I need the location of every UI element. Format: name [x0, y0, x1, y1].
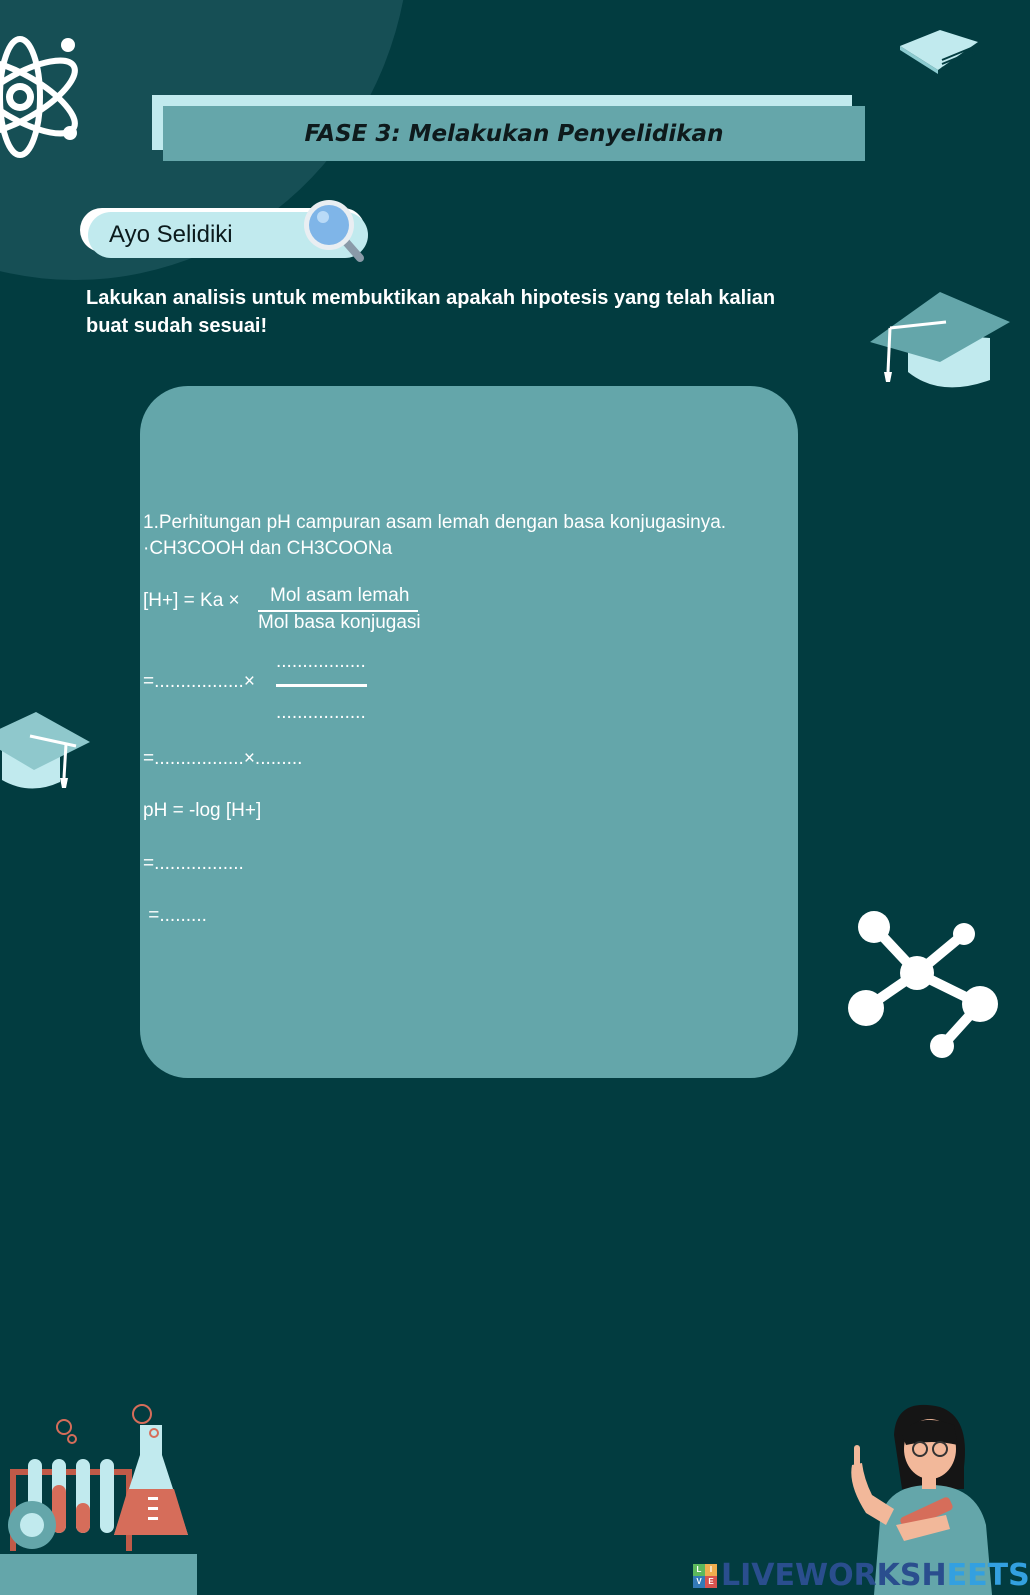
step1-denominator-blank[interactable]: ................. [276, 702, 366, 723]
liveworksheets-logo-icon [693, 1564, 717, 1588]
step3-blank[interactable]: =................. [143, 853, 244, 874]
logo-letter: L [693, 1564, 705, 1576]
graduation-cap-icon [0, 712, 90, 797]
logo-letter: V [693, 1576, 705, 1588]
molecule-icon [844, 910, 1000, 1066]
section-label: Ayo Selidiki [109, 221, 233, 248]
worksheet-card [140, 386, 798, 1078]
graduation-cap-icon [870, 292, 1000, 392]
step1-numerator-blank[interactable]: ................. [276, 651, 366, 672]
lab-equipment-icon [0, 1415, 190, 1557]
book-icon [898, 28, 980, 74]
instruction-text: Lakukan analisis untuk membuktikan apakah hipotesis yang telah kalian buat sudah sesuai! [86, 287, 776, 337]
step1-lhs[interactable]: =.................× [143, 671, 255, 692]
brand-suffix: EETS [946, 1558, 1030, 1593]
formula-denominator: Mol basa konjugasi [258, 612, 421, 633]
page-title: FASE 3: Melakukan Penyelidikan [304, 120, 724, 147]
title-banner [163, 106, 865, 161]
fraction-bar [276, 684, 367, 687]
lab-table [0, 1554, 197, 1595]
liveworksheets-wordmark [721, 1558, 1030, 1593]
compounds-text: ·CH3COOH dan CH3COONa [143, 538, 393, 559]
atom-icon [0, 35, 100, 160]
brand-prefix: LIVEWORKSH [721, 1558, 947, 1593]
formula-numerator: Mol asam lemah [270, 585, 410, 606]
step2-blank[interactable]: =.................×......... [143, 748, 303, 769]
question-text: 1.Perhitungan pH campuran asam lemah dengan basa konjugasinya. [143, 512, 727, 533]
step4-blank[interactable]: =......... [143, 905, 207, 926]
logo-letter: E [705, 1576, 717, 1588]
magnifier-icon [302, 198, 366, 264]
liveworksheets-logo [693, 1558, 1030, 1593]
formula-lhs: [H+] = Ka × [143, 590, 240, 611]
logo-letter: I [705, 1564, 717, 1576]
ph-formula: pH = -log [H+] [143, 800, 262, 821]
